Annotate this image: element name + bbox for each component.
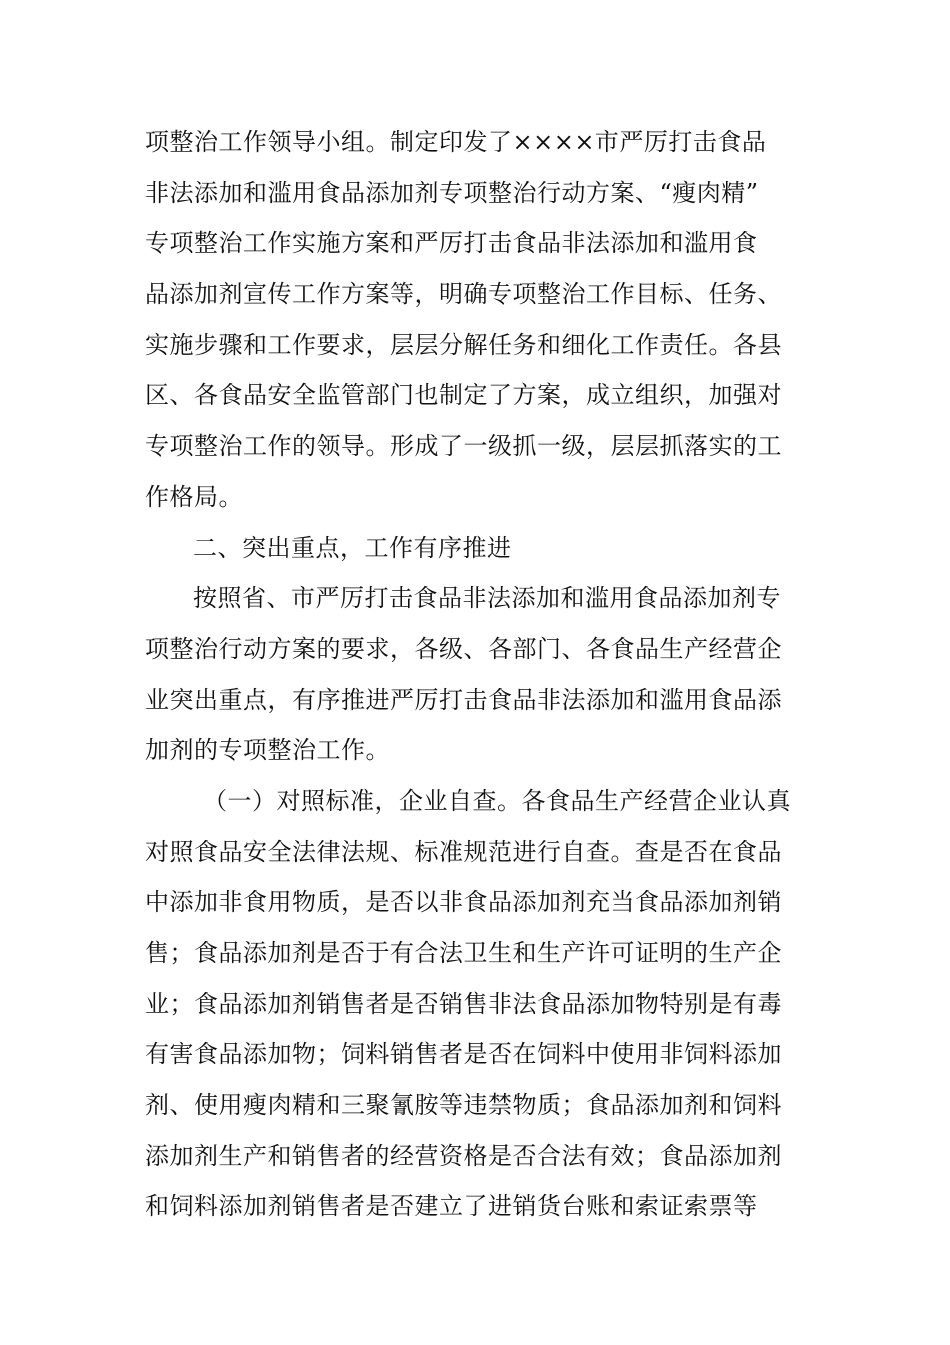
paragraph-line: 非法添加和滥用食品添加剂专项整治行动方案、“瘦肉精” bbox=[145, 178, 759, 207]
paragraph-line: 业；食品添加剂销售者是否销售非法食品添加物特别是有毒 bbox=[145, 989, 782, 1018]
paragraph-line: 按照省、市严厉打击食品非法添加和滥用食品添加剂专 bbox=[193, 584, 781, 613]
paragraph-line: 项整治工作领导小组。制定印发了××××市严厉打击食品 bbox=[145, 128, 767, 156]
document-body bbox=[145, 117, 791, 1232]
paragraph-line: 实施步骤和工作要求，层层分解任务和细化工作责任。各县 bbox=[145, 330, 782, 359]
paragraph-line: 业突出重点，有序推进严厉打击食品非法添加和滥用食品添 bbox=[145, 685, 782, 714]
paragraph-line: 加剂的专项整治工作。 bbox=[145, 736, 390, 765]
subsection-line: （一）对照标准，企业自查。各食品生产经营企业认真 bbox=[203, 786, 791, 815]
paragraph-line: 添加剂生产和销售者的经营资格是否合法有效；食品添加剂 bbox=[145, 1141, 782, 1170]
paragraph-line: 剂、使用瘦肉精和三聚氰胺等违禁物质；食品添加剂和饲料 bbox=[145, 1091, 782, 1120]
paragraph-line: 品添加剂宣传工作方案等，明确专项整治工作目标、任务、 bbox=[145, 280, 782, 309]
paragraph-line: 专项整治工作实施方案和严厉打击食品非法添加和滥用食 bbox=[145, 229, 758, 258]
paragraph-line: 对照食品安全法律法规、标准规范进行自查。查是否在食品 bbox=[145, 837, 782, 866]
paragraph-line: 售；食品添加剂是否于有合法卫生和生产许可证明的生产企 bbox=[145, 939, 782, 967]
paragraph-line: 作格局。 bbox=[145, 482, 243, 511]
paragraph-line: 专项整治工作的领导。形成了一级抓一级，层层抓落实的工 bbox=[145, 432, 782, 461]
section-heading: 二、突出重点，工作有序推进 bbox=[193, 533, 512, 562]
paragraph-line: 有害食品添加物；饲料销售者是否在饲料中使用非饲料添加 bbox=[145, 1040, 782, 1069]
paragraph-line: 项整治行动方案的要求，各级、各部门、各食品生产经营企 bbox=[145, 634, 782, 663]
paragraph-line: 中添加非食用物质，是否以非食品添加剂充当食品添加剂销 bbox=[145, 888, 782, 917]
paragraph-line: 区、各食品安全监管部门也制定了方案，成立组织，加强对 bbox=[145, 381, 782, 410]
paragraph-line: 和饲料添加剂销售者是否建立了进销货台账和索证索票等 bbox=[145, 1192, 758, 1221]
